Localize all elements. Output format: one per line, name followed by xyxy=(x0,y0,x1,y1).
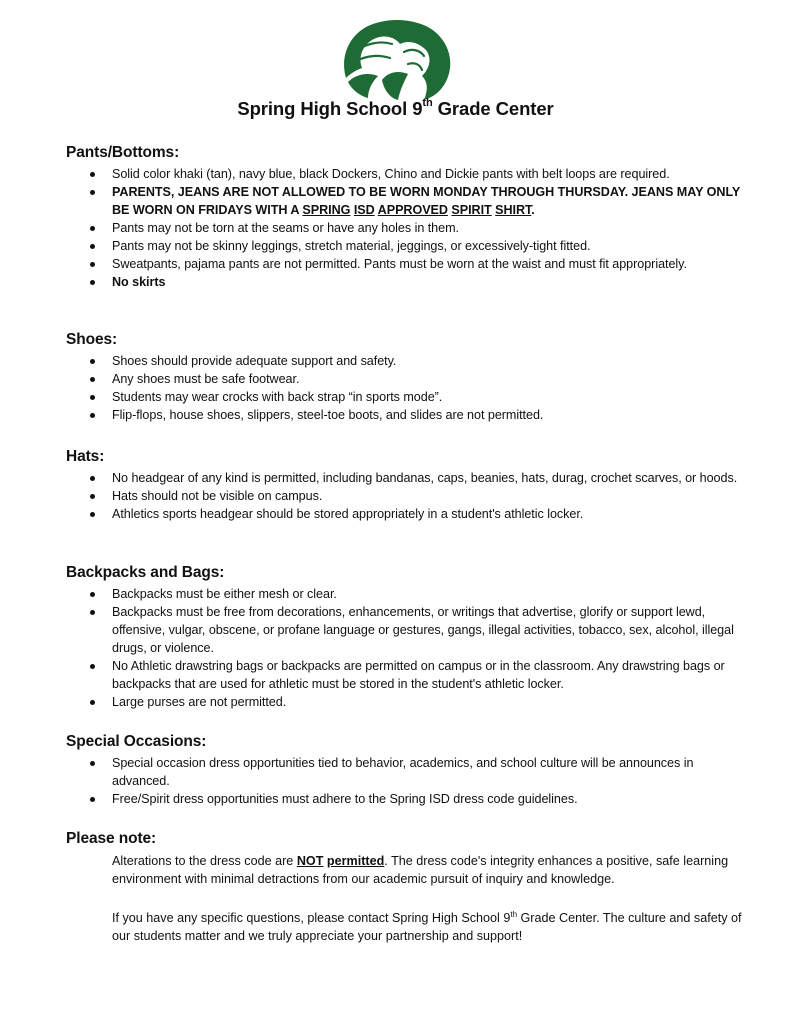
section-shoes xyxy=(66,331,746,424)
note-paragraph: Alterations to the dress code are NOT permitted. The dress code's integrity enhances a positive, safe learning environment with minimal detractions from our academic pursuit of inquiry and knowledge. xyxy=(112,854,729,886)
note-paragraph: If you have any specific questions, please contact Spring High School 9th Grade Center. The culture and safety of our students matter and we truly appreciate your partnership and support! xyxy=(112,910,742,944)
list-item: Solid color khaki (tan), navy blue, black Dockers, Chino and Dickie pants with belt loops are required. xyxy=(66,165,746,183)
note-text xyxy=(112,852,746,945)
list-item: Athletics sports headgear should be stored appropriately in a student's athletic locker. xyxy=(66,505,746,523)
section-special-occasions xyxy=(66,733,746,808)
list-item: Shoes should provide adequate support and safety. xyxy=(66,352,746,370)
page-title: Spring High School 9th Grade Center xyxy=(237,96,554,119)
list-item: Free/Spirit dress opportunities must adhere to the Spring ISD dress code guidelines. xyxy=(66,790,746,808)
section-heading: Please note: xyxy=(66,830,157,847)
list-item: Backpacks must be free from decorations, enhancements, or writings that advertise, glorify or support lewd, offensive, vulgar, obscene, or profane language or gestures, gangs, illegal activities, tobacco, sex, alcohol, illegal drugs, or violence. xyxy=(66,603,746,657)
section-heading: Shoes: xyxy=(66,331,118,348)
list-item: Any shoes must be safe footwear. xyxy=(66,370,746,388)
list-item: Students may wear crocks with back strap “in sports mode”. xyxy=(66,388,746,406)
list-item: No headgear of any kind is permitted, including bandanas, caps, beanies, hats, durag, crochet scarves, or hoods. xyxy=(66,469,746,487)
section-please-note xyxy=(66,830,746,963)
list-item: No Athletic drawstring bags or backpacks are permitted on campus or in the classroom. Any drawstring bags or backpacks that are used for athletic must be stored in the student's athletic locker. xyxy=(66,657,746,693)
section-heading: Special Occasions: xyxy=(66,733,207,750)
list-item: Backpacks must be either mesh or clear. xyxy=(66,585,746,603)
lion-head-logo-icon xyxy=(338,18,454,102)
section-heading: Backpacks and Bags: xyxy=(66,564,225,581)
section-heading: Hats: xyxy=(66,448,105,465)
list-item: Large purses are not permitted. xyxy=(66,693,746,711)
section-pants xyxy=(66,144,746,291)
list-item: No skirts xyxy=(66,273,746,291)
section-heading: Pants/Bottoms: xyxy=(66,144,180,161)
section-backpacks xyxy=(66,564,746,711)
section-hats xyxy=(66,448,746,523)
list-item-jeans-rule: PARENTS, JEANS ARE NOT ALLOWED TO BE WORN MONDAY THROUGH THURSDAY. JEANS MAY ONLY BE WORN ON FRIDAYS WITH A SPRING ISD APPROVED SPIRIT SHIRT. xyxy=(66,183,746,219)
list-item: Pants may not be torn at the seams or have any holes in them. xyxy=(66,219,746,237)
list-item: Special occasion dress opportunities tied to behavior, academics, and school culture will be announces in advanced. xyxy=(66,754,746,790)
list-item: Flip-flops, house shoes, slippers, steel-toe boots, and slides are not permitted. xyxy=(66,406,746,424)
list-item: Sweatpants, pajama pants are not permitted. Pants must be worn at the waist and must fit appropriately. xyxy=(66,255,746,273)
list-item: Pants may not be skinny leggings, stretch material, jeggings, or excessively-tight fitted. xyxy=(66,237,746,255)
list-item: Hats should not be visible on campus. xyxy=(66,487,746,505)
